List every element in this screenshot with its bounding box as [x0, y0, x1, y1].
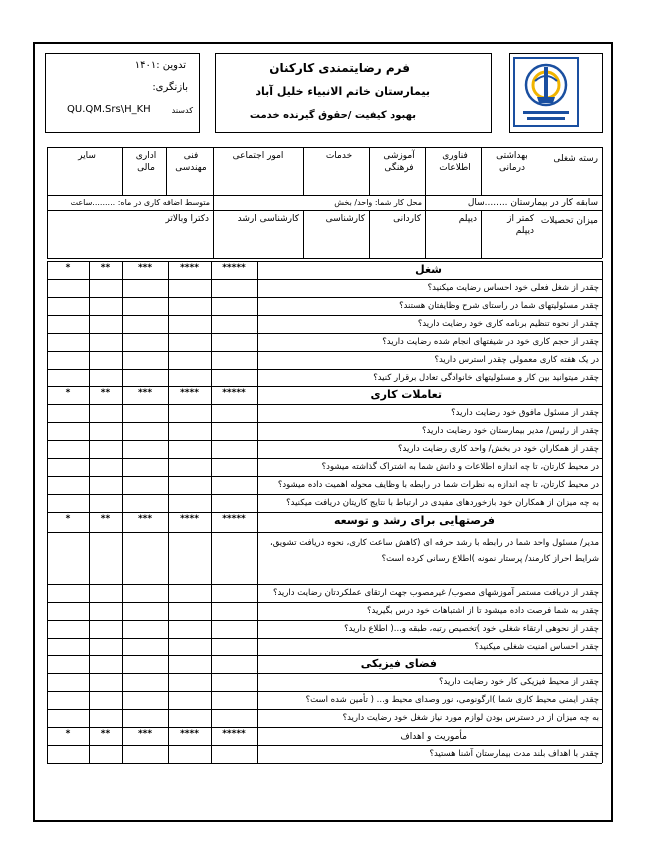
question-text: چقدر از همکاران خود در بخش/ واحد کاری رضایت دارید؟ [398, 444, 599, 455]
demo-bottom-border [47, 258, 602, 259]
rating-cell-1[interactable] [47, 404, 89, 422]
rating-cell-5[interactable] [211, 440, 257, 458]
question-text: چقدر از مسئول مافوق خود رضایت دارید؟ [451, 408, 599, 419]
education-column-divider [213, 210, 214, 258]
rating-column-divider [89, 261, 90, 763]
rating-header: ***** [222, 513, 246, 524]
job-group-option: سایر [78, 151, 96, 161]
rating-cell-4[interactable] [168, 404, 211, 422]
rating-cell-5[interactable] [211, 333, 257, 351]
rating-cell-3[interactable] [122, 602, 168, 620]
rating-cell-4[interactable] [168, 494, 211, 512]
rating-cell-3[interactable] [122, 351, 168, 369]
rating-header: **** [180, 388, 199, 399]
section-title: شغل [415, 263, 442, 276]
job-group-column-divider [425, 147, 426, 195]
rating-cell-3[interactable] [122, 494, 168, 512]
rating-column-divider [168, 261, 169, 763]
rating-header: * [65, 513, 71, 524]
rating-cell-1[interactable] [47, 709, 89, 727]
rating-cell-3[interactable] [122, 440, 168, 458]
rating-cell-5[interactable] [211, 584, 257, 602]
rating-cell-2[interactable] [89, 620, 122, 638]
rating-cell-4[interactable] [168, 369, 211, 387]
section-title: تعاملات کاری [370, 388, 442, 402]
rating-cell-5[interactable] [211, 494, 257, 512]
rating-header: ***** [222, 388, 246, 399]
rating-header: **** [180, 729, 199, 740]
rating-cell-5[interactable] [211, 620, 257, 638]
rating-cell-3[interactable] [122, 404, 168, 422]
question-text: چقدر از شغل فعلی خود احساس رضایت میکنید؟ [427, 283, 599, 293]
rating-cell-2[interactable] [89, 691, 122, 709]
demo-divider [47, 195, 602, 196]
rating-cell-1[interactable] [47, 351, 89, 369]
rating-cell-5[interactable] [211, 532, 257, 584]
rating-cell-2[interactable] [89, 404, 122, 422]
rating-cell-2[interactable] [89, 279, 122, 297]
rating-cell-3[interactable] [122, 532, 168, 584]
rating-column-divider [211, 261, 212, 763]
tadvin-date: تدوین :۱۴۰۱ [134, 60, 186, 71]
rating-cell-1[interactable] [47, 315, 89, 333]
education-option: دیپلم [458, 214, 477, 224]
rating-cell-5[interactable] [211, 404, 257, 422]
rating-cell-2[interactable] [89, 602, 122, 620]
rating-header: **** [180, 263, 199, 273]
section-title: فضای فیزیکی [360, 657, 437, 671]
rating-cell-1[interactable] [47, 673, 89, 691]
question-text: مدیر/ مسئول واحد شما در رابطه با رشد حرفه ای (کاهش ساعت کاری، نحوه دریافت تشویق، شرایط احراز کارمند/ پرستار نمونه )اطلاع رسانی کرده است؟ [269, 537, 599, 564]
rating-cell-2[interactable] [89, 532, 122, 584]
rating-cell-3[interactable] [122, 691, 168, 709]
job-group-column-divider [303, 147, 304, 195]
rating-cell-5[interactable] [211, 602, 257, 620]
rating-cell-5[interactable] [211, 476, 257, 494]
question-text: چقدر از نحوهی ارتقاء شغلی خود )تخصیص رتبه، طبقه و...( اطلاع دارید؟ [344, 623, 599, 634]
rating-cell-2[interactable] [89, 745, 122, 763]
workplace-field: محل کار شما: واحد/ بخش [334, 198, 422, 207]
rating-cell-1[interactable] [47, 476, 89, 494]
question-text: به چه میزان از همکاران خود بازخوردهای مفیدی در ارتباط با نتایج کاریتان دریافت میکنید؟ [286, 497, 599, 508]
rating-cell-5[interactable] [211, 745, 257, 763]
question-text: به چه میزان از در دسترس بودن لوازم مورد نیاز شغل خود رضایت دارید؟ [342, 713, 599, 724]
rating-cell-4[interactable] [168, 673, 211, 691]
rating-cell-4[interactable] [168, 709, 211, 727]
experience-divider [425, 195, 426, 210]
rating-header: **** [180, 513, 199, 524]
job-group-option: بهداشتی درمانی [496, 151, 528, 173]
education-option: کارشناسی ارشد [237, 214, 299, 224]
rating-cell-2[interactable] [89, 333, 122, 351]
job-group-column-divider [166, 147, 167, 195]
rating-cell-3[interactable] [122, 297, 168, 315]
section-title: مأموریت و اهداف [400, 732, 467, 743]
rating-cell-5[interactable] [211, 422, 257, 440]
workplace-divider [213, 195, 214, 210]
experience-field: سابقه کار در بیمارستان ........سال [467, 198, 598, 208]
rating-cell-1[interactable] [47, 369, 89, 387]
rating-cell-1[interactable] [47, 458, 89, 476]
rating-cell-4[interactable] [168, 279, 211, 297]
rating-cell-4[interactable] [168, 333, 211, 351]
rating-cell-1[interactable] [47, 620, 89, 638]
rating-cell-3[interactable] [122, 458, 168, 476]
rating-header: *** [137, 388, 153, 399]
rating-header: ***** [222, 729, 246, 740]
rating-cell-1[interactable] [47, 297, 89, 315]
rating-header: ** [100, 263, 111, 273]
rating-cell-3[interactable] [122, 422, 168, 440]
rating-cell-2[interactable] [89, 351, 122, 369]
rating-cell-4[interactable] [168, 422, 211, 440]
rating-header: * [65, 729, 71, 740]
rating-cell-2[interactable] [89, 709, 122, 727]
rating-cell-2[interactable] [89, 638, 122, 656]
rating-cell-5[interactable] [211, 279, 257, 297]
rating-cell-2[interactable] [89, 458, 122, 476]
demo-top-border [47, 147, 602, 148]
rating-cell-1[interactable] [47, 440, 89, 458]
education-option: دکترا وبالاتر [165, 214, 209, 224]
rating-cell-3[interactable] [122, 315, 168, 333]
rating-cell-3[interactable] [122, 673, 168, 691]
overtime-field: متوسط اضافه کاری در ماه: .........ساعت [70, 198, 210, 207]
rating-cell-2[interactable] [89, 422, 122, 440]
department-name: بهبود کیفیت /حقوق گیرنده خدمت [249, 110, 416, 121]
row-divider [47, 655, 602, 656]
job-group-option: آموزشی فرهنگی [383, 151, 415, 173]
hospital-name: بیمارستان خاتم الانبیاء خلیل آباد [255, 85, 430, 98]
rating-cell-4[interactable] [168, 638, 211, 656]
rating-header: ** [100, 388, 111, 399]
question-text: چقدر از محیط فیزیکی کار خود رضایت دارید؟ [438, 677, 599, 688]
rating-header: * [65, 388, 71, 399]
education-column-divider [47, 210, 48, 258]
job-group-label: رسته شغلی [553, 154, 598, 164]
question-text: چقدر میتوانید بین کار و مسئولیتهای خانوادگی تعادل برقرار کنید؟ [373, 372, 599, 383]
question-text: چقدر به شما فرصت داده میشود تا از اشتباهات خود درس بگیرید؟ [366, 605, 599, 616]
rating-cell-4[interactable] [168, 351, 211, 369]
question-text: چقدر از حجم کاری خود در شیفتهای انجام شده رضایت دارید؟ [382, 336, 599, 347]
rating-cell-3[interactable] [122, 333, 168, 351]
rating-cell-2[interactable] [89, 297, 122, 315]
rating-cell-2[interactable] [89, 369, 122, 387]
rating-cell-3[interactable] [122, 369, 168, 387]
university-logo-icon [513, 57, 579, 127]
rating-cell-1[interactable] [47, 691, 89, 709]
rating-cell-5[interactable] [211, 315, 257, 333]
job-group-column-divider [122, 147, 123, 195]
demo-divider [47, 210, 602, 211]
rating-cell-2[interactable] [89, 476, 122, 494]
question-text: چقدر مسئولیتهای شما در راستای شرح وظایفتان هستند؟ [399, 300, 599, 311]
question-text: در محیط کارتان، تا چه اندازه به نظرات شما در رابطه با وظایف محوله اهمیت داده میشود؟ [277, 480, 599, 490]
rating-cell-1[interactable] [47, 602, 89, 620]
education-column-divider [481, 210, 482, 258]
rating-cell-1[interactable] [47, 532, 89, 584]
rating-header: ** [100, 513, 111, 524]
rating-column-divider [122, 261, 123, 763]
rating-header: *** [137, 263, 153, 273]
rating-cell-3[interactable] [122, 709, 168, 727]
job-group-option: خدمات [325, 151, 353, 161]
rating-cell-5[interactable] [211, 673, 257, 691]
rating-cell-5[interactable] [211, 297, 257, 315]
rating-cell-2[interactable] [89, 584, 122, 602]
rating-cell-2[interactable] [89, 673, 122, 691]
rating-cell-1[interactable] [47, 494, 89, 512]
rating-cell-3[interactable] [122, 745, 168, 763]
rating-cell-3[interactable] [122, 620, 168, 638]
demo-right-border [602, 147, 603, 258]
education-label: میزان تحصیلات [540, 216, 598, 226]
baznegari-label: بازنگری: [152, 82, 188, 93]
question-text: چقدر از دریافت مستمر آموزشهای مصوب/ غیرمصوب جهت ارتقای عملکردتان رضایت دارید؟ [272, 587, 599, 598]
rating-cell-4[interactable] [168, 476, 211, 494]
rating-cell-3[interactable] [122, 476, 168, 494]
rating-cell-1[interactable] [47, 638, 89, 656]
rating-cell-4[interactable] [168, 584, 211, 602]
job-group-column-divider [213, 147, 214, 195]
question-text: در محیط کارتان، تا چه اندازه اطلاعات و دانش شما به اشتراک گذاشته میشود؟ [321, 462, 599, 473]
rating-cell-4[interactable] [168, 602, 211, 620]
rating-cell-5[interactable] [211, 709, 257, 727]
rating-cell-5[interactable] [211, 458, 257, 476]
rating-cell-5[interactable] [211, 351, 257, 369]
rating-cell-1[interactable] [47, 333, 89, 351]
rating-cell-3[interactable] [122, 279, 168, 297]
rating-cell-1[interactable] [47, 279, 89, 297]
rating-cell-4[interactable] [168, 315, 211, 333]
code-label: کدسند [171, 106, 193, 115]
section-title: فرصتهایی برای رشد و توسعه [333, 513, 495, 527]
rating-cell-4[interactable] [168, 532, 211, 584]
question-text: چقدر ایمنی محیط کاری شما )ارگونومی، نور وصدای محیط و... ( تأمین شده است؟ [305, 695, 599, 706]
question-text: چقدر با اهداف بلند مدت بیمارستان آشنا هستید؟ [429, 749, 599, 760]
job-group-option: فناوری اطلاعات [439, 151, 471, 173]
rating-header: *** [137, 513, 153, 524]
rating-header: ** [100, 729, 111, 740]
rating-cell-4[interactable] [168, 458, 211, 476]
rating-cell-2[interactable] [89, 315, 122, 333]
row-divider [47, 763, 602, 764]
questions-left-border [47, 261, 48, 763]
rating-header: *** [137, 729, 153, 740]
rating-cell-2[interactable] [89, 440, 122, 458]
rating-cell-5[interactable] [211, 638, 257, 656]
rating-cell-1[interactable] [47, 745, 89, 763]
job-group-option: اداری مالی [135, 151, 157, 173]
form-title: فرم رضایتمندی کارکنان [269, 61, 410, 75]
rating-cell-2[interactable] [89, 494, 122, 512]
question-text: چقدر از رئیس/ مدیر بیمارستان خود رضایت دارید؟ [421, 426, 599, 437]
rating-cell-1[interactable] [47, 584, 89, 602]
rating-cell-4[interactable] [168, 440, 211, 458]
rating-cell-5[interactable] [211, 369, 257, 387]
rating-cell-3[interactable] [122, 638, 168, 656]
rating-cell-4[interactable] [168, 691, 211, 709]
job-group-column-divider [369, 147, 370, 195]
rating-cell-1[interactable] [47, 422, 89, 440]
rating-cell-4[interactable] [168, 297, 211, 315]
job-group-option: امور اجتماعی [232, 151, 284, 161]
job-group-column-divider [481, 147, 482, 195]
rating-column-divider [257, 261, 258, 763]
question-text: در یک هفته کاری معمولی چقدر استرس دارید؟ [434, 354, 599, 365]
education-option: کارشناسی [325, 214, 365, 224]
question-text: چقدر از نحوه تنظیم برنامه کاری خود رضایت دارید؟ [417, 318, 599, 329]
rating-cell-5[interactable] [211, 691, 257, 709]
rating-header: ***** [222, 263, 246, 273]
rating-header: * [65, 263, 71, 273]
rating-cell-3[interactable] [122, 584, 168, 602]
job-group-option: فنی مهندسی [175, 151, 207, 173]
rating-cell-4[interactable] [168, 620, 211, 638]
job-group-column-divider [47, 147, 48, 195]
question-text: چقدر احساس امنیت شغلی میکنید؟ [474, 641, 599, 652]
document-code: QU.QM.Srs\H_KH [67, 104, 151, 115]
rating-cell-4[interactable] [168, 745, 211, 763]
education-option: کمتر از دیپلم [507, 214, 534, 236]
education-option: کاردانی [393, 214, 421, 224]
questions-right-border [602, 261, 603, 763]
